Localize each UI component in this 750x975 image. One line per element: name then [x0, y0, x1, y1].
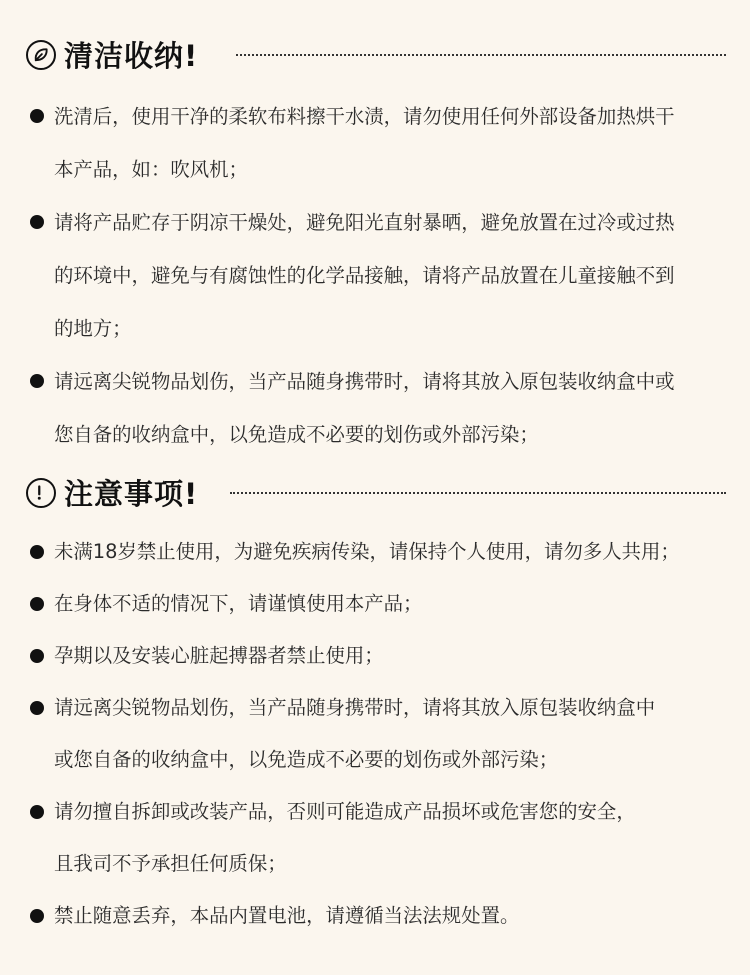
- list-item: [0, 196, 750, 355]
- bullet-dot: [30, 909, 44, 923]
- bullet-dot: [30, 109, 44, 123]
- exclamation-icon: [26, 478, 56, 508]
- notes-header: [0, 474, 750, 520]
- list-item: [0, 890, 750, 942]
- care-list: [0, 90, 750, 461]
- list-item: [0, 526, 750, 578]
- bullet-dot: [30, 215, 44, 229]
- care-header: [0, 36, 750, 82]
- list-item: [0, 578, 750, 630]
- header-divider: [236, 54, 726, 56]
- list-item: [0, 682, 750, 786]
- header-divider: [230, 492, 726, 494]
- bullet-dot: [30, 374, 44, 388]
- bullet-dot: [30, 701, 44, 715]
- care-section: [0, 36, 750, 461]
- notes-section: [0, 474, 750, 942]
- item-text-line: 的地方；: [54, 317, 132, 340]
- care-title: 清洁收纳!: [64, 39, 199, 73]
- list-item: [0, 786, 750, 890]
- item-text-line: 请远离尖锐物品划伤，当产品随身携带时，请将其放入原包装收纳盒中: [54, 696, 656, 719]
- list-item: [0, 630, 750, 682]
- bullet-dot: [30, 545, 44, 559]
- notes-title: 注意事项!: [64, 477, 199, 511]
- item-text-line: 禁止随意丢弃，本品内置电池，请遵循当法法规处置。: [54, 904, 520, 927]
- item-text-line: 的环境中，避免与有腐蚀性的化学品接触，请将产品放置在儿童接触不到: [54, 264, 675, 287]
- item-text-line: 或您自备的收纳盒中，以免造成不必要的划伤或外部污染；: [54, 748, 559, 771]
- bullet-dot: [30, 805, 44, 819]
- item-text-line: 且我司不予承担任何质保；: [54, 852, 287, 875]
- leaf-icon: [26, 40, 56, 70]
- bullet-dot: [30, 597, 44, 611]
- bullet-dot: [30, 649, 44, 663]
- list-item: [0, 355, 750, 461]
- notes-list: [0, 526, 750, 942]
- item-text-line: 洗清后，使用干净的柔软布料擦干水渍，请勿使用任何外部设备加热烘干: [54, 105, 675, 128]
- item-text-line: 未满18岁禁止使用，为避免疾病传染，请保持个人使用，请勿多人共用；: [54, 540, 680, 563]
- item-text-line: 孕期以及安装心脏起搏器者禁止使用；: [54, 644, 384, 667]
- item-text-line: 请远离尖锐物品划伤，当产品随身携带时，请将其放入原包装收纳盒中或: [54, 370, 675, 393]
- item-text-line: 在身体不适的情况下，请谨慎使用本产品；: [54, 592, 423, 615]
- item-text-line: 请将产品贮存于阴凉干燥处，避免阳光直射暴晒，避免放置在过冷或过热: [54, 211, 675, 234]
- item-text-line: 您自备的收纳盒中，以免造成不必要的划伤或外部污染；: [54, 423, 539, 446]
- list-item: [0, 90, 750, 196]
- item-text-line: 本产品，如：吹风机；: [54, 158, 248, 181]
- item-text-line: 请勿擅自拆卸或改装产品，否则可能造成产品损坏或危害您的安全，: [54, 800, 636, 823]
